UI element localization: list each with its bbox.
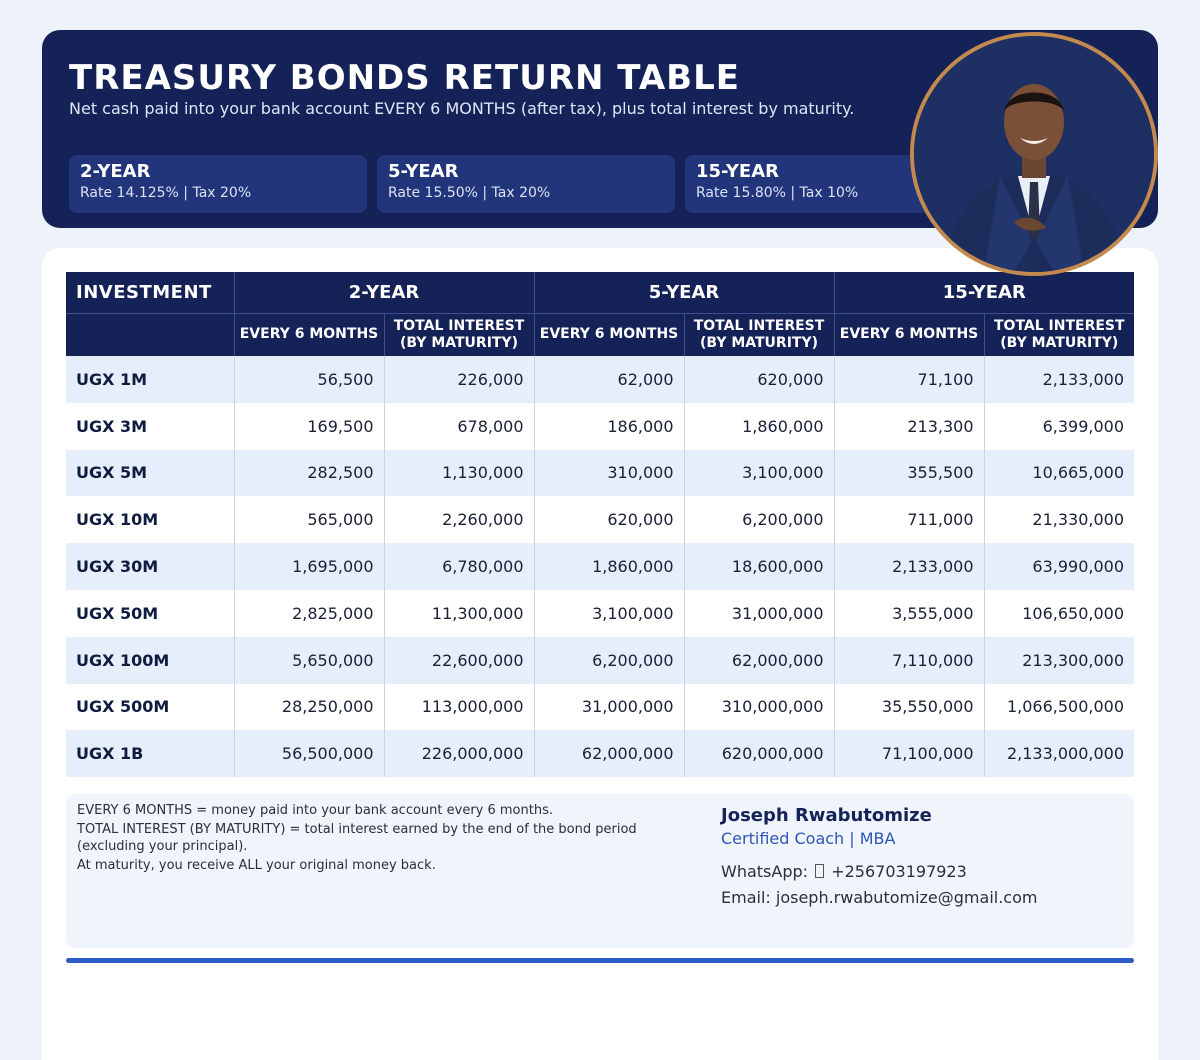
every-6-months-cell: 711,000 xyxy=(834,496,984,543)
total-interest-cell: 6,780,000 xyxy=(384,543,534,590)
row-investment-label: UGX 100M xyxy=(66,637,234,684)
every-6-months-cell: 355,500 xyxy=(834,450,984,497)
group-header-5-year: 5-YEAR xyxy=(534,272,834,313)
card-title: 15-YEAR xyxy=(696,161,779,182)
note-maturity: At maturity, you receive ALL your original money back. xyxy=(77,858,436,873)
returns-table xyxy=(66,272,1134,777)
total-interest-header xyxy=(984,313,1134,356)
whatsapp-line xyxy=(721,859,1121,885)
contact-name: Joseph Rwabutomize xyxy=(721,805,932,826)
every-6-months-cell: 169,500 xyxy=(234,403,384,450)
every-6-months-cell: 310,000 xyxy=(534,450,684,497)
total-interest-cell: 6,399,000 xyxy=(984,403,1134,450)
every-6-months-cell: 620,000 xyxy=(534,496,684,543)
total-interest-cell: 22,600,000 xyxy=(384,637,534,684)
table-row xyxy=(66,356,1134,403)
total-interest-cell: 678,000 xyxy=(384,403,534,450)
total-interest-cell: 1,130,000 xyxy=(384,450,534,497)
page-title: TREASURY BONDS RETURN TABLE xyxy=(69,58,740,98)
every-6-months-cell: 71,100,000 xyxy=(834,730,984,777)
note-every-6-months: EVERY 6 MONTHS = money paid into your bank account every 6 months. xyxy=(77,803,553,818)
total-interest-cell: 1,860,000 xyxy=(684,403,834,450)
blank-header-cell xyxy=(66,313,234,356)
every-6-months-cell: 2,825,000 xyxy=(234,590,384,637)
every-6-months-cell: 71,100 xyxy=(834,356,984,403)
note-total-interest: TOTAL INTEREST (BY MATURITY) = total interest earned by the end of the bond period (excluding your principal). xyxy=(77,822,637,854)
row-investment-label: UGX 1M xyxy=(66,356,234,403)
row-investment-label: UGX 10M xyxy=(66,496,234,543)
table-row xyxy=(66,730,1134,777)
group-header-2-year: 2-YEAR xyxy=(234,272,534,313)
contact-role: Certified Coach | MBA xyxy=(721,829,896,848)
email-address[interactable]: joseph.rwabutomize@gmail.com xyxy=(775,888,1038,907)
row-investment-label: UGX 50M xyxy=(66,590,234,637)
table-body xyxy=(66,356,1134,777)
row-investment-label: UGX 3M xyxy=(66,403,234,450)
total-interest-cell: 63,990,000 xyxy=(984,543,1134,590)
every-6-months-cell: 6,200,000 xyxy=(534,637,684,684)
whatsapp-number[interactable]: +256703197923 xyxy=(831,862,967,881)
table-row xyxy=(66,590,1134,637)
card-detail: Rate 15.50% | Tax 20% xyxy=(388,185,551,201)
investment-header: INVESTMENT xyxy=(66,272,234,313)
total-interest-cell: 113,000,000 xyxy=(384,684,534,731)
every-6-months-cell: 1,695,000 xyxy=(234,543,384,590)
every-6-months-cell: 5,650,000 xyxy=(234,637,384,684)
every-6-months-cell: 3,100,000 xyxy=(534,590,684,637)
phone-icon xyxy=(815,864,824,878)
total-interest-cell: 213,300,000 xyxy=(984,637,1134,684)
total-interest-cell: 620,000,000 xyxy=(684,730,834,777)
total-interest-cell: 620,000 xyxy=(684,356,834,403)
every-6-months-header: EVERY 6 MONTHS xyxy=(234,313,384,356)
total-interest-cell: 106,650,000 xyxy=(984,590,1134,637)
total-interest-cell: 6,200,000 xyxy=(684,496,834,543)
total-interest-line2: (BY MATURITY) xyxy=(1000,334,1119,351)
total-interest-cell: 18,600,000 xyxy=(684,543,834,590)
email-label: Email: xyxy=(721,888,771,907)
total-interest-cell: 10,665,000 xyxy=(984,450,1134,497)
table-row xyxy=(66,543,1134,590)
total-interest-cell: 2,260,000 xyxy=(384,496,534,543)
notes xyxy=(77,802,677,876)
total-interest-cell: 1,066,500,000 xyxy=(984,684,1134,731)
table-row xyxy=(66,684,1134,731)
row-investment-label: UGX 500M xyxy=(66,684,234,731)
card-title: 2-YEAR xyxy=(80,161,151,182)
card-5-year xyxy=(377,155,675,213)
total-interest-cell: 310,000,000 xyxy=(684,684,834,731)
card-detail: Rate 14.125% | Tax 20% xyxy=(80,185,252,201)
total-interest-line2: (BY MATURITY) xyxy=(700,334,819,351)
total-interest-cell: 11,300,000 xyxy=(384,590,534,637)
table-row xyxy=(66,403,1134,450)
total-interest-cell: 2,133,000 xyxy=(984,356,1134,403)
row-investment-label: UGX 5M xyxy=(66,450,234,497)
card-detail: Rate 15.80% | Tax 10% xyxy=(696,185,859,201)
total-interest-line2: (BY MATURITY) xyxy=(400,334,518,351)
total-interest-line1: TOTAL INTEREST xyxy=(994,317,1125,334)
table-sub-header xyxy=(66,313,1134,356)
every-6-months-cell: 62,000 xyxy=(534,356,684,403)
every-6-months-header: EVERY 6 MONTHS xyxy=(534,313,684,356)
every-6-months-cell: 56,500 xyxy=(234,356,384,403)
total-interest-cell: 21,330,000 xyxy=(984,496,1134,543)
total-interest-line1: TOTAL INTEREST xyxy=(393,317,525,334)
row-investment-label: UGX 1B xyxy=(66,730,234,777)
table-row xyxy=(66,450,1134,497)
total-interest-cell: 62,000,000 xyxy=(684,637,834,684)
contact-card xyxy=(721,804,1121,911)
table-row xyxy=(66,496,1134,543)
row-investment-label: UGX 30M xyxy=(66,543,234,590)
every-6-months-cell: 1,860,000 xyxy=(534,543,684,590)
whatsapp-label: WhatsApp: xyxy=(721,862,809,881)
every-6-months-cell: 3,555,000 xyxy=(834,590,984,637)
group-header-15-year: 15-YEAR xyxy=(834,272,1134,313)
every-6-months-cell: 186,000 xyxy=(534,403,684,450)
total-interest-header xyxy=(384,313,534,356)
card-title: 5-YEAR xyxy=(388,161,459,182)
every-6-months-cell: 7,110,000 xyxy=(834,637,984,684)
total-interest-cell: 3,100,000 xyxy=(684,450,834,497)
profile-photo xyxy=(910,32,1158,276)
total-interest-line1: TOTAL INTEREST xyxy=(693,317,825,334)
total-interest-cell: 31,000,000 xyxy=(684,590,834,637)
every-6-months-cell: 31,000,000 xyxy=(534,684,684,731)
total-interest-cell: 226,000,000 xyxy=(384,730,534,777)
footer-divider xyxy=(66,958,1134,963)
page-subtitle: Net cash paid into your bank account EVERY 6 MONTHS (after tax), plus total interest by maturity. xyxy=(69,99,855,118)
every-6-months-cell: 2,133,000 xyxy=(834,543,984,590)
total-interest-header xyxy=(684,313,834,356)
total-interest-cell: 2,133,000,000 xyxy=(984,730,1134,777)
every-6-months-header: EVERY 6 MONTHS xyxy=(834,313,984,356)
every-6-months-cell: 213,300 xyxy=(834,403,984,450)
card-2-year xyxy=(69,155,367,213)
every-6-months-cell: 35,550,000 xyxy=(834,684,984,731)
table-row xyxy=(66,637,1134,684)
every-6-months-cell: 62,000,000 xyxy=(534,730,684,777)
every-6-months-cell: 565,000 xyxy=(234,496,384,543)
every-6-months-cell: 282,500 xyxy=(234,450,384,497)
every-6-months-cell: 28,250,000 xyxy=(234,684,384,731)
table-group-header xyxy=(66,272,1134,313)
every-6-months-cell: 56,500,000 xyxy=(234,730,384,777)
person-illustration xyxy=(914,36,1154,272)
email-line xyxy=(721,885,1121,911)
total-interest-cell: 226,000 xyxy=(384,356,534,403)
